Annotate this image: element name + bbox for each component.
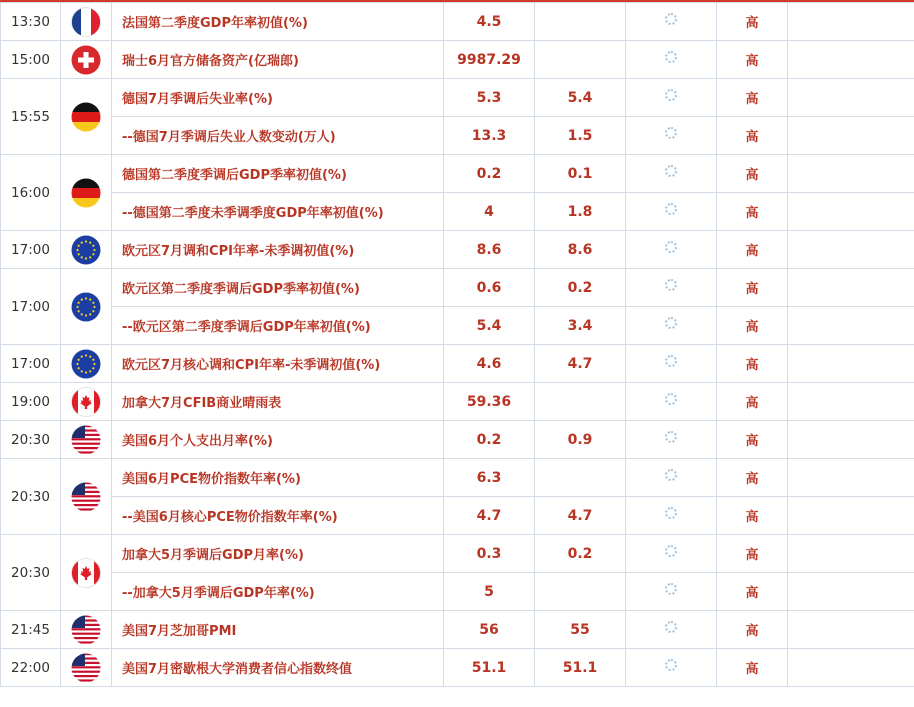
actual-value-cell (626, 649, 717, 687)
event-time: 17:00 (1, 345, 61, 383)
table-row[interactable] (1, 231, 914, 269)
eu-flag-icon (71, 235, 101, 265)
event-time: 15:00 (1, 41, 61, 79)
actual-value-cell (626, 573, 717, 611)
country-flag-cell (61, 535, 112, 611)
loading-spinner-icon (665, 13, 677, 25)
table-row[interactable] (1, 3, 914, 41)
forecast-value: 0.1 (535, 155, 626, 193)
usa-flag-icon (71, 653, 101, 683)
previous-value: 5.3 (444, 79, 535, 117)
table-row[interactable] (1, 497, 914, 535)
country-flag-cell (61, 345, 112, 383)
importance-label: 高 (717, 41, 788, 79)
germany-flag-icon (71, 102, 101, 132)
loading-spinner-icon (665, 393, 677, 405)
event-name: 瑞士6月官方储备资产(亿瑞郎) (112, 41, 444, 79)
actual-value-cell (626, 383, 717, 421)
loading-spinner-icon (665, 51, 677, 63)
importance-label: 高 (717, 383, 788, 421)
country-flag-cell (61, 231, 112, 269)
loading-spinner-icon (665, 355, 677, 367)
empty-cell (788, 3, 914, 41)
empty-cell (788, 231, 914, 269)
event-time: 13:30 (1, 3, 61, 41)
importance-label: 高 (717, 231, 788, 269)
loading-spinner-icon (665, 621, 677, 633)
loading-spinner-icon (665, 241, 677, 253)
previous-value: 0.2 (444, 421, 535, 459)
empty-cell (788, 573, 914, 611)
forecast-value: 1.8 (535, 193, 626, 231)
empty-cell (788, 535, 914, 573)
loading-spinner-icon (665, 89, 677, 101)
importance-label: 高 (717, 459, 788, 497)
empty-cell (788, 421, 914, 459)
country-flag-cell (61, 3, 112, 41)
actual-value-cell (626, 41, 717, 79)
loading-spinner-icon (665, 431, 677, 443)
event-name: 法国第二季度GDP年率初值(%) (112, 3, 444, 41)
importance-label: 高 (717, 573, 788, 611)
canada-flag-icon (71, 558, 101, 588)
loading-spinner-icon (665, 583, 677, 595)
table-row[interactable] (1, 193, 914, 231)
event-time: 15:55 (1, 79, 61, 155)
importance-label: 高 (717, 193, 788, 231)
event-name: 加拿大7月CFIB商业晴雨表 (112, 383, 444, 421)
importance-label: 高 (717, 611, 788, 649)
empty-cell (788, 117, 914, 155)
importance-label: 高 (717, 269, 788, 307)
event-time: 21:45 (1, 611, 61, 649)
table-row[interactable] (1, 269, 914, 307)
actual-value-cell (626, 459, 717, 497)
previous-value: 0.6 (444, 269, 535, 307)
event-name: 美国7月密歇根大学消费者信心指数终值 (112, 649, 444, 687)
usa-flag-icon (71, 615, 101, 645)
actual-value-cell (626, 497, 717, 535)
actual-value-cell (626, 535, 717, 573)
actual-value-cell (626, 79, 717, 117)
empty-cell (788, 193, 914, 231)
actual-value-cell (626, 3, 717, 41)
previous-value: 8.6 (444, 231, 535, 269)
country-flag-cell (61, 459, 112, 535)
actual-value-cell (626, 193, 717, 231)
previous-value: 56 (444, 611, 535, 649)
previous-value: 13.3 (444, 117, 535, 155)
previous-value: 59.36 (444, 383, 535, 421)
event-time: 20:30 (1, 459, 61, 535)
switzerland-flag-icon (71, 45, 101, 75)
country-flag-cell (61, 421, 112, 459)
actual-value-cell (626, 231, 717, 269)
table-row[interactable] (1, 383, 914, 421)
empty-cell (788, 459, 914, 497)
table-row[interactable] (1, 573, 914, 611)
table-row[interactable] (1, 117, 914, 155)
empty-cell (788, 79, 914, 117)
event-name: --美国6月核心PCE物价指数年率(%) (112, 497, 444, 535)
loading-spinner-icon (665, 507, 677, 519)
importance-label: 高 (717, 3, 788, 41)
event-time: 20:30 (1, 535, 61, 611)
previous-value: 6.3 (444, 459, 535, 497)
loading-spinner-icon (665, 659, 677, 671)
forecast-value: 1.5 (535, 117, 626, 155)
eu-flag-icon (71, 292, 101, 322)
country-flag-cell (61, 649, 112, 687)
loading-spinner-icon (665, 545, 677, 557)
country-flag-cell (61, 611, 112, 649)
importance-label: 高 (717, 155, 788, 193)
importance-label: 高 (717, 307, 788, 345)
event-name: 德国第二季度季调后GDP季率初值(%) (112, 155, 444, 193)
forecast-value: 8.6 (535, 231, 626, 269)
forecast-value: 0.9 (535, 421, 626, 459)
actual-value-cell (626, 117, 717, 155)
actual-value-cell (626, 155, 717, 193)
event-name: 加拿大5月季调后GDP月率(%) (112, 535, 444, 573)
table-row[interactable] (1, 307, 914, 345)
previous-value: 9987.29 (444, 41, 535, 79)
importance-label: 高 (717, 649, 788, 687)
previous-value: 0.2 (444, 155, 535, 193)
event-name: --德国第二季度未季调季度GDP年率初值(%) (112, 193, 444, 231)
empty-cell (788, 41, 914, 79)
germany-flag-icon (71, 178, 101, 208)
actual-value-cell (626, 269, 717, 307)
previous-value: 4.6 (444, 345, 535, 383)
empty-cell (788, 611, 914, 649)
empty-cell (788, 497, 914, 535)
importance-label: 高 (717, 421, 788, 459)
country-flag-cell (61, 155, 112, 231)
event-name: 德国7月季调后失业率(%) (112, 79, 444, 117)
eu-flag-icon (71, 349, 101, 379)
event-name: 欧元区7月核心调和CPI年率-未季调初值(%) (112, 345, 444, 383)
forecast-value: 4.7 (535, 497, 626, 535)
forecast-value: 5.4 (535, 79, 626, 117)
actual-value-cell (626, 345, 717, 383)
importance-label: 高 (717, 345, 788, 383)
country-flag-cell (61, 79, 112, 155)
table-row[interactable] (1, 459, 914, 497)
empty-cell (788, 155, 914, 193)
previous-value: 4 (444, 193, 535, 231)
table-row[interactable] (1, 345, 914, 383)
empty-cell (788, 649, 914, 687)
loading-spinner-icon (665, 165, 677, 177)
forecast-value (535, 573, 626, 611)
previous-value: 4.5 (444, 3, 535, 41)
event-name: --欧元区第二季度季调后GDP年率初值(%) (112, 307, 444, 345)
loading-spinner-icon (665, 469, 677, 481)
event-name: 美国6月个人支出月率(%) (112, 421, 444, 459)
importance-label: 高 (717, 79, 788, 117)
event-name: 欧元区第二季度季调后GDP季率初值(%) (112, 269, 444, 307)
loading-spinner-icon (665, 127, 677, 139)
event-time: 16:00 (1, 155, 61, 231)
importance-label: 高 (717, 497, 788, 535)
usa-flag-icon (71, 425, 101, 455)
forecast-value: 55 (535, 611, 626, 649)
forecast-value (535, 383, 626, 421)
calendar-table (0, 2, 914, 687)
forecast-value: 0.2 (535, 535, 626, 573)
event-name: 美国6月PCE物价指数年率(%) (112, 459, 444, 497)
previous-value: 5 (444, 573, 535, 611)
empty-cell (788, 307, 914, 345)
importance-label: 高 (717, 535, 788, 573)
event-name: --加拿大5月季调后GDP年率(%) (112, 573, 444, 611)
table-row[interactable] (1, 421, 914, 459)
country-flag-cell (61, 383, 112, 421)
loading-spinner-icon (665, 203, 677, 215)
event-name: 美国7月芝加哥PMI (112, 611, 444, 649)
event-time: 19:00 (1, 383, 61, 421)
previous-value: 0.3 (444, 535, 535, 573)
usa-flag-icon (71, 482, 101, 512)
previous-value: 5.4 (444, 307, 535, 345)
country-flag-cell (61, 41, 112, 79)
empty-cell (788, 383, 914, 421)
event-name: 欧元区7月调和CPI年率-未季调初值(%) (112, 231, 444, 269)
event-time: 22:00 (1, 649, 61, 687)
table-row[interactable] (1, 41, 914, 79)
importance-label: 高 (717, 117, 788, 155)
canada-flag-icon (71, 387, 101, 417)
forecast-value: 0.2 (535, 269, 626, 307)
forecast-value (535, 41, 626, 79)
france-flag-icon (71, 7, 101, 37)
actual-value-cell (626, 421, 717, 459)
forecast-value: 51.1 (535, 649, 626, 687)
actual-value-cell (626, 611, 717, 649)
forecast-value (535, 459, 626, 497)
event-time: 17:00 (1, 269, 61, 345)
table-row[interactable] (1, 535, 914, 573)
previous-value: 4.7 (444, 497, 535, 535)
table-row[interactable] (1, 649, 914, 687)
table-row[interactable] (1, 155, 914, 193)
previous-value: 51.1 (444, 649, 535, 687)
empty-cell (788, 345, 914, 383)
forecast-value (535, 3, 626, 41)
loading-spinner-icon (665, 279, 677, 291)
forecast-value: 4.7 (535, 345, 626, 383)
actual-value-cell (626, 307, 717, 345)
event-time: 20:30 (1, 421, 61, 459)
country-flag-cell (61, 269, 112, 345)
event-time: 17:00 (1, 231, 61, 269)
event-name: --德国7月季调后失业人数变动(万人) (112, 117, 444, 155)
table-row[interactable] (1, 79, 914, 117)
calendar-body (1, 3, 914, 687)
empty-cell (788, 269, 914, 307)
loading-spinner-icon (665, 317, 677, 329)
table-row[interactable] (1, 611, 914, 649)
forecast-value: 3.4 (535, 307, 626, 345)
